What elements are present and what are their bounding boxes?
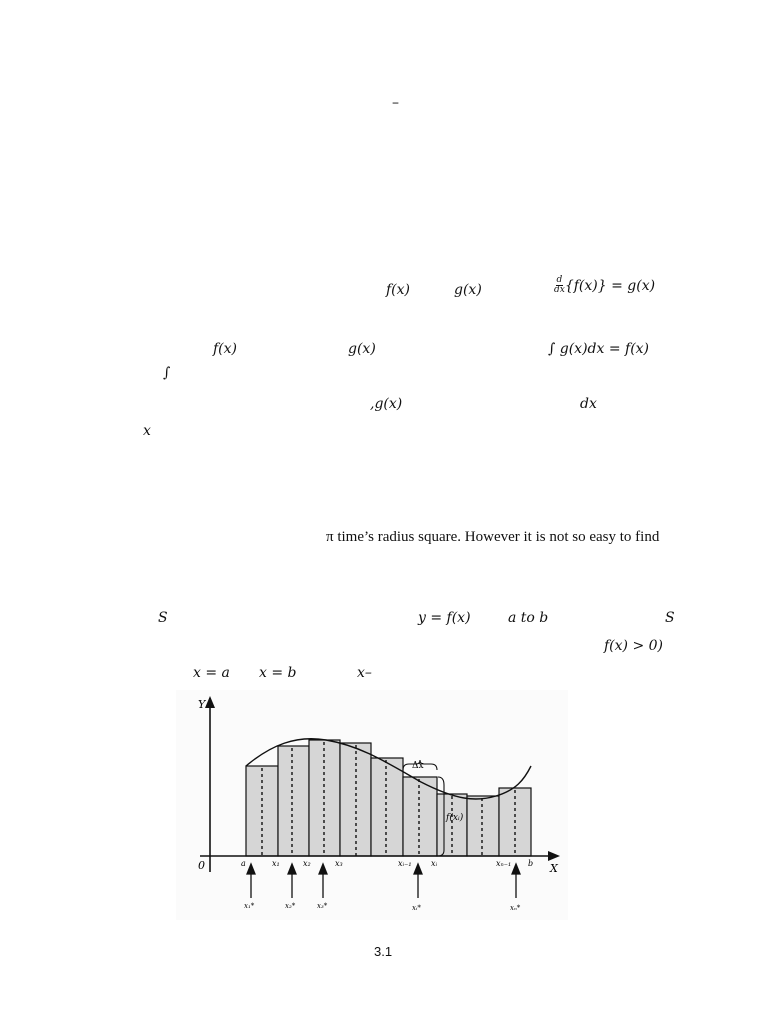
formula-a-to-b: a to b <box>508 610 549 626</box>
height-label: f(xᵢ) <box>446 813 464 823</box>
riemann-sum-svg <box>176 690 568 920</box>
sample-arrows <box>247 864 520 898</box>
sample-arrow-head <box>319 864 327 874</box>
x-axis-label: X <box>550 862 558 875</box>
formula-x-equals-a: x = a <box>193 665 230 681</box>
riemann-rect <box>403 777 437 856</box>
formula-g-of-x-3: ,g(x) <box>370 396 403 412</box>
sample-label: xᵢ* <box>412 904 421 912</box>
area-symbol-s: S <box>158 610 168 626</box>
sample-label: x₁* <box>244 902 255 910</box>
title-dash: – <box>392 95 399 111</box>
sample-arrow-head <box>414 864 422 874</box>
delta-x-label: Δx <box>412 761 424 771</box>
formula-x-dash: x– <box>357 665 372 681</box>
formula-g-of-x: g(x) <box>454 282 482 298</box>
formula-y-equals-f: y = f(x) <box>418 610 471 626</box>
figure-caption: 3.1 <box>374 944 393 959</box>
tick-label: xᵢ <box>431 859 438 868</box>
riemann-sum-figure <box>176 690 568 920</box>
formula-f-of-x: f(x) <box>386 282 411 298</box>
formula-f-of-x-2: f(x) <box>213 341 238 357</box>
derivative-expression: {f(x)} = g(x) <box>564 277 656 294</box>
fraction-numerator: d <box>556 275 563 285</box>
formula-g-of-x-2: g(x) <box>348 341 376 357</box>
origin-label: 0 <box>198 859 205 872</box>
formula-x-equals-b: x = b <box>259 665 297 681</box>
tick-label: x₁ <box>272 859 280 868</box>
tick-label: a <box>241 859 246 868</box>
sample-label: x₂* <box>285 902 296 910</box>
riemann-rect <box>278 746 309 856</box>
integral-sign: ∫ <box>163 365 171 381</box>
sample-labels <box>244 902 521 912</box>
sample-arrow-head <box>247 864 255 874</box>
formula-dx: dx <box>580 396 597 412</box>
sample-label: x₃* <box>317 902 328 910</box>
formula-integral: ∫ g(x)dx = f(x) <box>548 341 650 357</box>
tick-labels <box>241 859 533 868</box>
variable-x: x <box>143 423 151 439</box>
sample-label: xₙ* <box>510 904 521 912</box>
tick-label: x₂ <box>303 859 311 868</box>
x-axis-arrow <box>548 851 560 861</box>
tick-label: xᵢ₋₁ <box>398 859 412 868</box>
sample-arrow-head <box>512 864 520 874</box>
pi-sentence: π time’s radius square. However it is not so easy to find <box>326 529 660 545</box>
tick-label: x₃ <box>335 859 343 868</box>
riemann-rect <box>467 796 499 856</box>
formula-derivative <box>554 276 655 296</box>
fraction-denominator: dx <box>554 285 565 296</box>
area-symbol-s-2: S <box>665 610 675 626</box>
riemann-rect <box>371 758 403 856</box>
y-axis-label: Y <box>198 698 206 711</box>
sample-arrow-head <box>288 864 296 874</box>
y-axis-arrow <box>205 696 215 708</box>
formula-f-positive: f(x) > 0) <box>604 638 664 654</box>
tick-label: xₙ₋₁ <box>496 859 512 868</box>
derivative-fraction <box>554 276 565 296</box>
tick-label: b <box>528 859 534 868</box>
